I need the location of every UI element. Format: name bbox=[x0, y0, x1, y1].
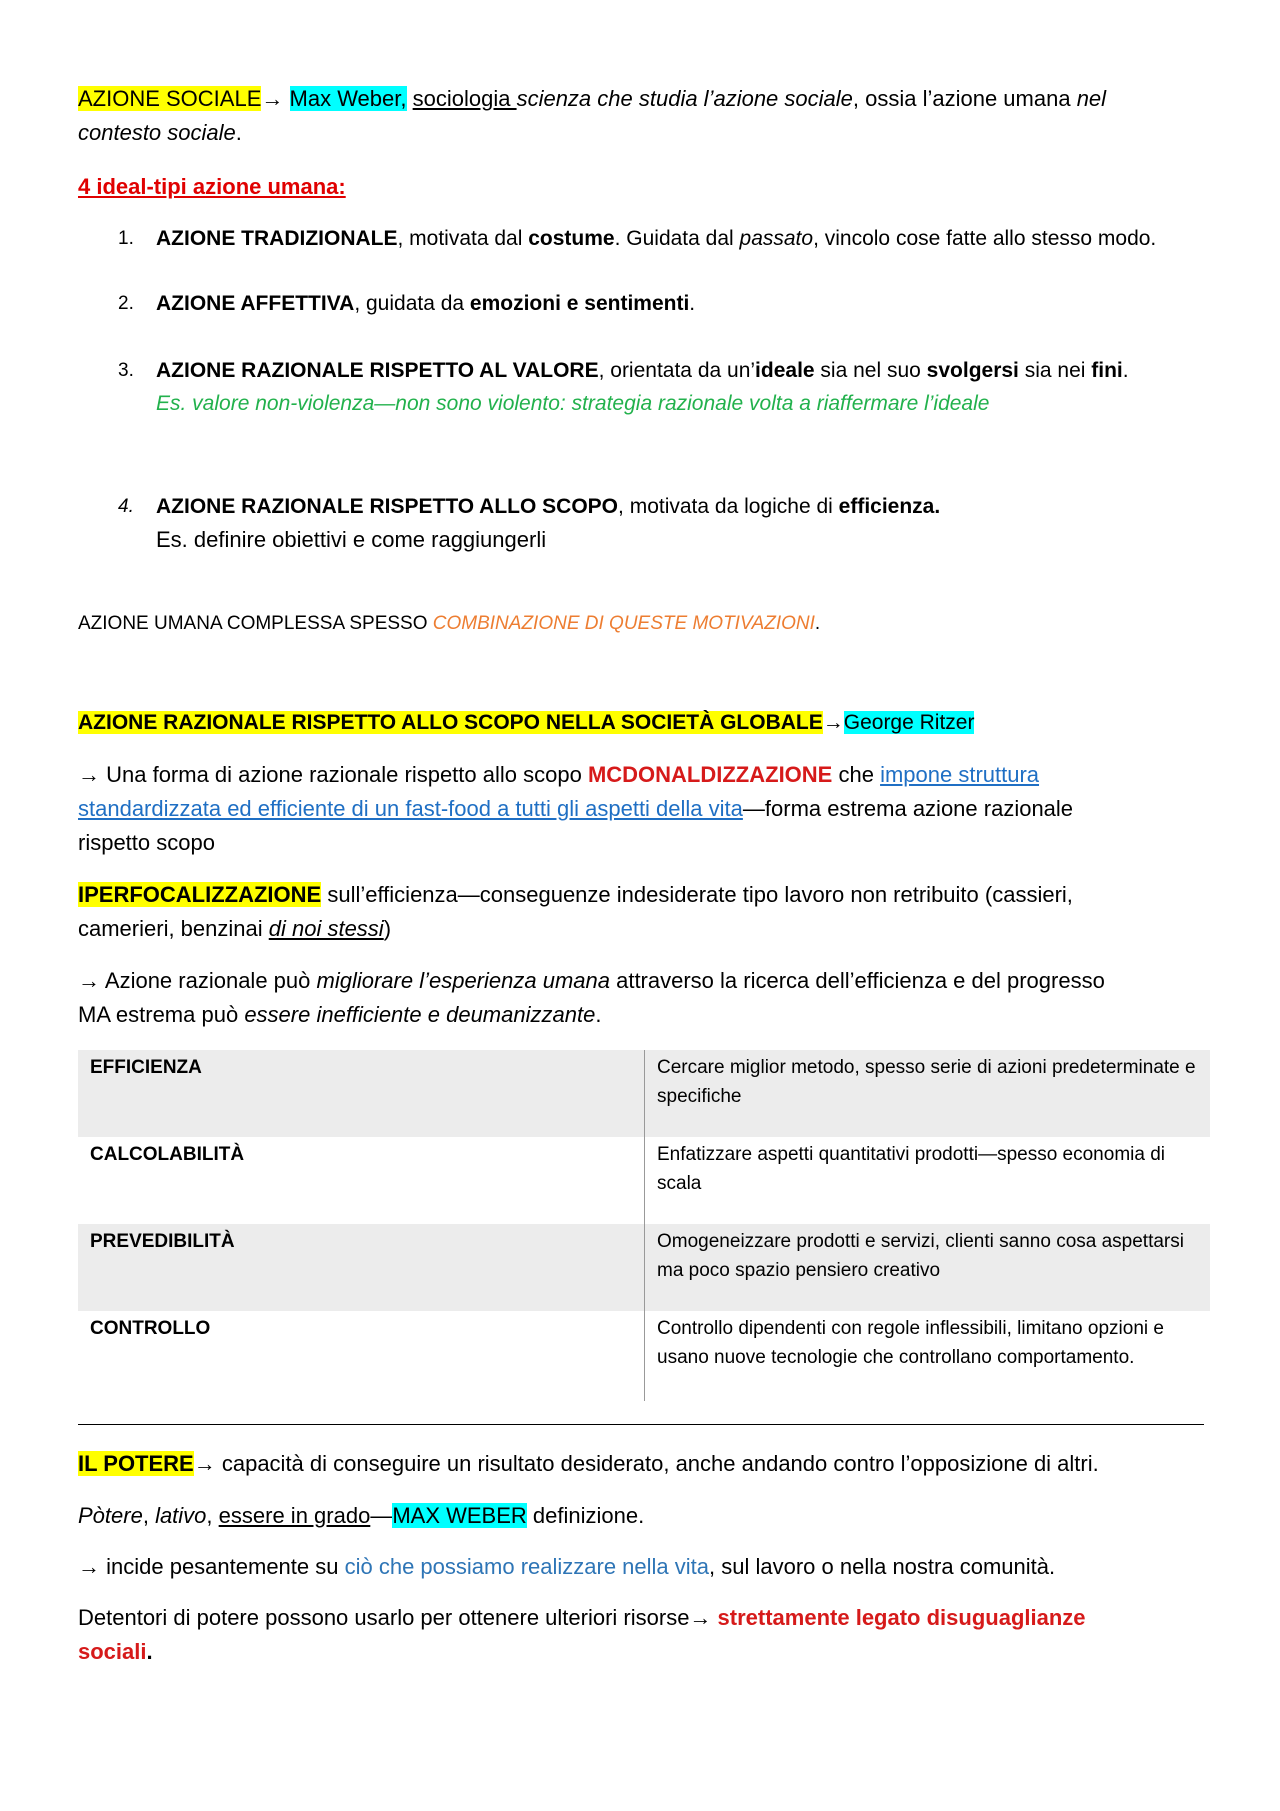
potere-paragraph: IL POTERE→ capacità di conseguire un risultato desiderato, anche andando contro l’opposizione di altri. bbox=[78, 1451, 1099, 1476]
potere-impact: → incide pesantemente su ciò che possiamo realizzare nella vita, sul lavoro o nella nostra comunità. bbox=[78, 1554, 1056, 1579]
document-page: AZIONE SOCIALE→ Max Weber, sociologia scienza che studia l’azione sociale, ossia l’azione umana nel contesto sociale. 4 ideal-tipi azione umana: 1. AZIONE TRADIZIONALE, motivata dal costume. Guidata dal passato, vincolo cose fatte allo stesso modo. 2. AZIONE AFFETTIVA, guidata da emozioni e sentimenti. 3. AZIONE RAZIONALE RISPETTO AL VALORE, orientata da un’ideale sia nel suo svolgersi sia nei fini. Es. valore non-violenza—non sono violento: strategia razionale volta a riaffermare l’ideale 4. AZIONE RAZIONALE RISPETTO ALLO SCOPO, motivata da logiche di efficienza. Es. definire obiettivi e come raggiungerli AZIONE UMANA COMPLESSA SPESSO COMBINAZIONE DI QUESTE MOTIVAZIONI. AZIONE RAZIONALE RISPETTO ALLO SCOPO NELLA SOCIETÀ GLOBALE→George Ritzer → Una forma di azione razionale rispetto allo scopo MCDONALDIZZAZIONE che impone struttura standardizzata ed efficiente di un fast-food a tutti gli aspetti della vita—forma estrema azione razionale rispetto scopo IPERFOCALIZZAZIONE sull’efficienza—conseguenze indesiderate tipo lavoro non retribuito (cassieri, camerieri, benzinai di noi stessi) → Azione razionale può migliorare l’esperienza umana attraverso la ricerca dell’efficienza e del progresso MA estrema può essere inefficiente e deumanizzante. EFFICIENZA Cercare miglior metodo, spesso serie di azioni predeterminate e specifiche CALCOLABILITÀ Enfatizzare aspetti quantitativi prodotti—spesso economia di scala PREVEDIBILITÀ Omogeneizzare prodotti e servizi, clienti sanno cosa aspettarsi ma poco spazio pensiero creativo CONTROLLO Controllo dipendenti con regole inflessibili, limitano opzioni e usano nuove tecnologie che controllano comportamento. IL POTERE→ capacità di conseguire un risultato desiderato, anche andando contro l’opposizione di altri. Pòtere, lativo, essere in grado—MAX WEBER definizione. → incide pesantemente su ciò che possiamo realizzare nella vita, sul lavoro o nella nostra comunità. Detentori di potere possono usarlo per ottenere ulteriori risorse→ strettamente legato disuguaglianze sociali. bbox=[0, 0, 1280, 1811]
table-row: CONTROLLO Controllo dipendenti con regole inflessibili, limitano opzioni e usano nuove tecnologie che controllano comportamento. bbox=[78, 1311, 1210, 1401]
table-row: CALCOLABILITÀ Enfatizzare aspetti quantitativi prodotti—spesso economia di scala bbox=[78, 1137, 1210, 1224]
link-impone-struttura[interactable]: impone struttura bbox=[880, 762, 1040, 787]
link-standardizzata[interactable]: standardizzata ed efficiente di un fast-food a tutti gli aspetti della vita bbox=[78, 796, 743, 821]
mcdonaldization-table bbox=[78, 1050, 1210, 1401]
section-title-ritzer: AZIONE RAZIONALE RISPETTO ALLO SCOPO NELLA SOCIETÀ GLOBALE→George Ritzer bbox=[78, 711, 975, 734]
author-highlight: George Ritzer bbox=[843, 711, 975, 734]
section-title-azione-sociale: AZIONE SOCIALE bbox=[78, 86, 262, 111]
horizontal-divider bbox=[78, 1424, 1204, 1425]
ideal-types-heading: 4 ideal-tipi azione umana: bbox=[78, 174, 346, 199]
section-title-potere: IL POTERE bbox=[78, 1451, 194, 1476]
potere-detentori: Detentori di potere possono usarlo per ottenere ulteriori risorse→ strettamente legato disuguaglianze sociali. bbox=[78, 1605, 1086, 1664]
table-row: PREVEDIBILITÀ Omogeneizzare prodotti e servizi, clienti sanno cosa aspettarsi ma poco spazio pensiero creativo bbox=[78, 1224, 1210, 1311]
azione-razionale-paragraph: → Azione razionale può migliorare l’esperienza umana attraverso la ricerca dell’efficienza e del progresso MA estrema può essere inefficiente e deumanizzante. bbox=[78, 968, 1105, 1027]
azione-sociale-paragraph: AZIONE SOCIALE→ Max Weber, sociologia scienza che studia l’azione sociale, ossia l’azione umana nel contesto sociale. bbox=[78, 86, 1107, 145]
iperfocalizzazione-paragraph: IPERFOCALIZZAZIONE sull’efficienza—conseguenze indesiderate tipo lavoro non retribuito (cassieri, camerieri, benzinai di noi stessi) bbox=[78, 882, 1073, 941]
mcdonaldizzazione-paragraph: → Una forma di azione razionale rispetto allo scopo MCDONALDIZZAZIONE che impone struttura standardizzata ed efficiente di un fast-food a tutti gli aspetti della vita—forma estrema azione razionale rispetto scopo bbox=[78, 762, 1074, 855]
author-highlight: MAX WEBER bbox=[392, 1503, 527, 1528]
table-row: EFFICIENZA Cercare miglior metodo, spesso serie di azioni predeterminate e specifiche bbox=[78, 1050, 1210, 1137]
example-value: Es. valore non-violenza—non sono violento: strategia razionale volta a riaffermare l’ideale bbox=[156, 392, 990, 415]
author-highlight: Max Weber, bbox=[289, 86, 407, 111]
complex-action-line: AZIONE UMANA COMPLESSA SPESSO COMBINAZIONE DI QUESTE MOTIVAZIONI. bbox=[78, 613, 821, 634]
example-scopo: Es. definire obiettivi e come raggiungerli bbox=[156, 527, 547, 552]
potere-etymology: Pòtere, lativo, essere in grado—MAX WEBER definizione. bbox=[78, 1503, 645, 1528]
